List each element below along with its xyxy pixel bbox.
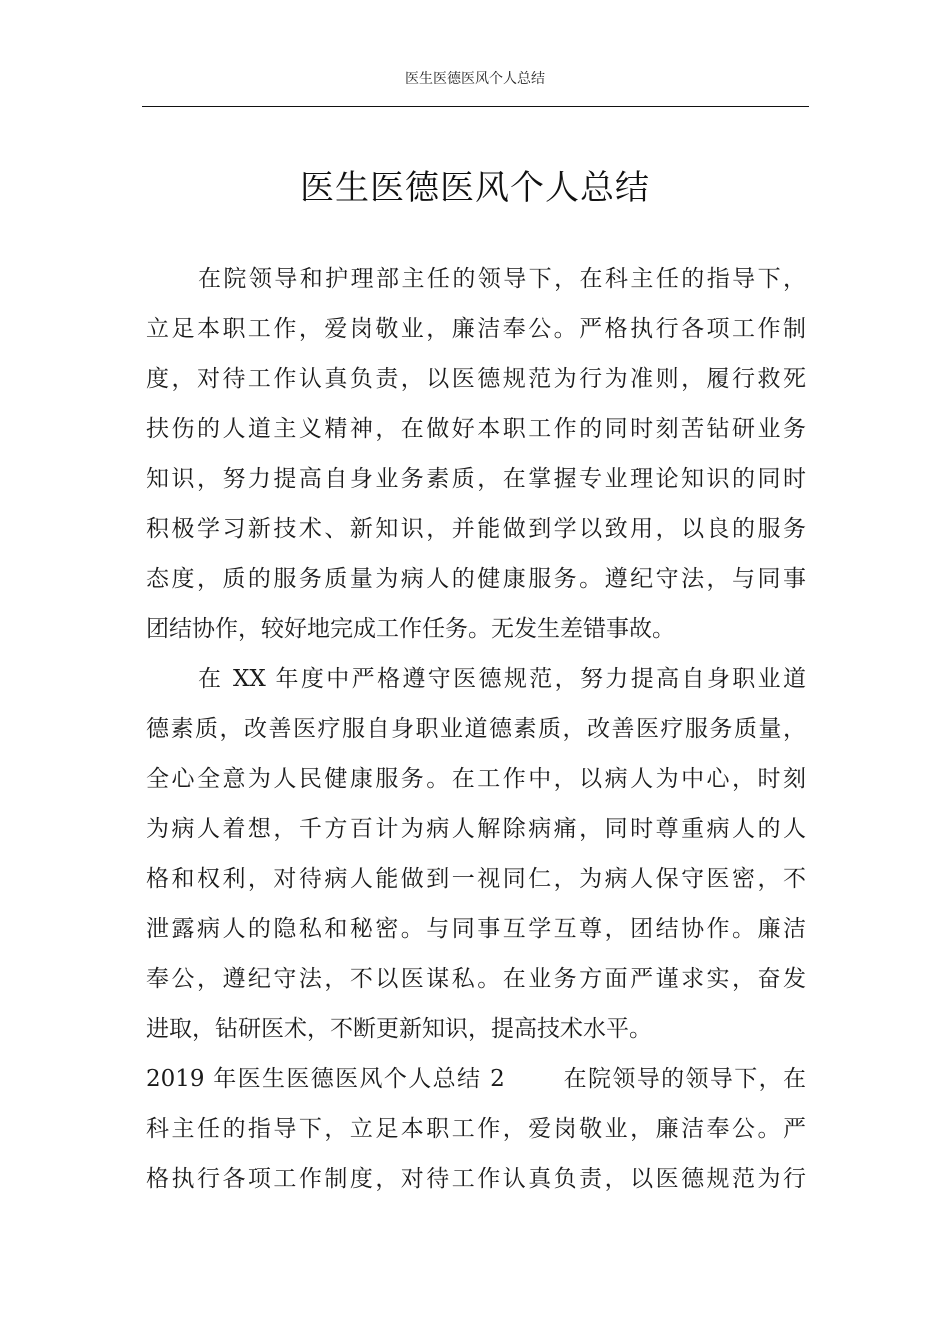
running-header: 医生医德医风个人总结 [405, 71, 545, 87]
paragraph-2-line-2: 德素质，改善医疗服自身职业道德素质，改善医疗服务质量， [146, 716, 806, 742]
paragraph-1-line-8: 团结协作，较好地完成工作任务。无发生差错事故。 [146, 616, 675, 642]
paragraph-1-line-6: 积极学习新技术、新知识，并能做到学以致用，以良的服务 [146, 516, 806, 542]
document-body [146, 254, 806, 1204]
paragraph-2-line-5: 格和权利，对待病人能做到一视同仁，为病人保守医密，不 [146, 866, 806, 892]
paragraph-1-line-1: 在院领导和护理部主任的领导下，在科主任的指导下， [198, 266, 806, 292]
paragraph-1-line-2: 立足本职工作，爱岗敬业，廉洁奉公。严格执行各项工作制 [146, 316, 806, 342]
paragraph-1-line-3: 度，对待工作认真负责，以医德规范为行为准则，履行救死 [146, 366, 806, 392]
paragraph-1-line-4: 扶伤的人道主义精神，在做好本职工作的同时刻苦钻研业务 [146, 416, 806, 442]
paragraph-2-line-8: 进取，钻研医术，不断更新知识，提高技术水平。 [146, 1016, 652, 1042]
paragraph-2-line-6: 泄露病人的隐私和秘密。与同事互学互尊，团结协作。廉洁 [146, 916, 806, 942]
paragraph-3-line-2: 科主任的指导下，立足本职工作，爱岗敬业，廉洁奉公。严 [146, 1116, 806, 1142]
paragraph-1-line-5: 知识，努力提高自身业务素质，在掌握专业理论知识的同时 [146, 466, 806, 492]
paragraph-3-line-3: 格执行各项工作制度，对待工作认真负责，以医德规范为行 [146, 1166, 806, 1192]
paragraph-3-line-1: 2019 年医生医德医风个人总结 2 在院领导的领导下，在 [146, 1066, 806, 1092]
paragraph-2-line-7: 奉公，遵纪守法，不以医谋私。在业务方面严谨求实，奋发 [146, 966, 806, 992]
paragraph-2-line-4: 为病人着想，千方百计为病人解除病痛，同时尊重病人的人 [146, 816, 806, 842]
paragraph-1-line-7: 态度，质的服务质量为病人的健康服务。遵纪守法，与同事 [146, 566, 806, 592]
header-divider [142, 106, 809, 107]
paragraph-2-line-3: 全心全意为人民健康服务。在工作中，以病人为中心，时刻 [146, 766, 806, 792]
document-title: 医生医德医风个人总结 [300, 168, 650, 208]
paragraph-2-line-1: 在 XX 年度中严格遵守医德规范，努力提高自身职业道 [198, 666, 806, 692]
